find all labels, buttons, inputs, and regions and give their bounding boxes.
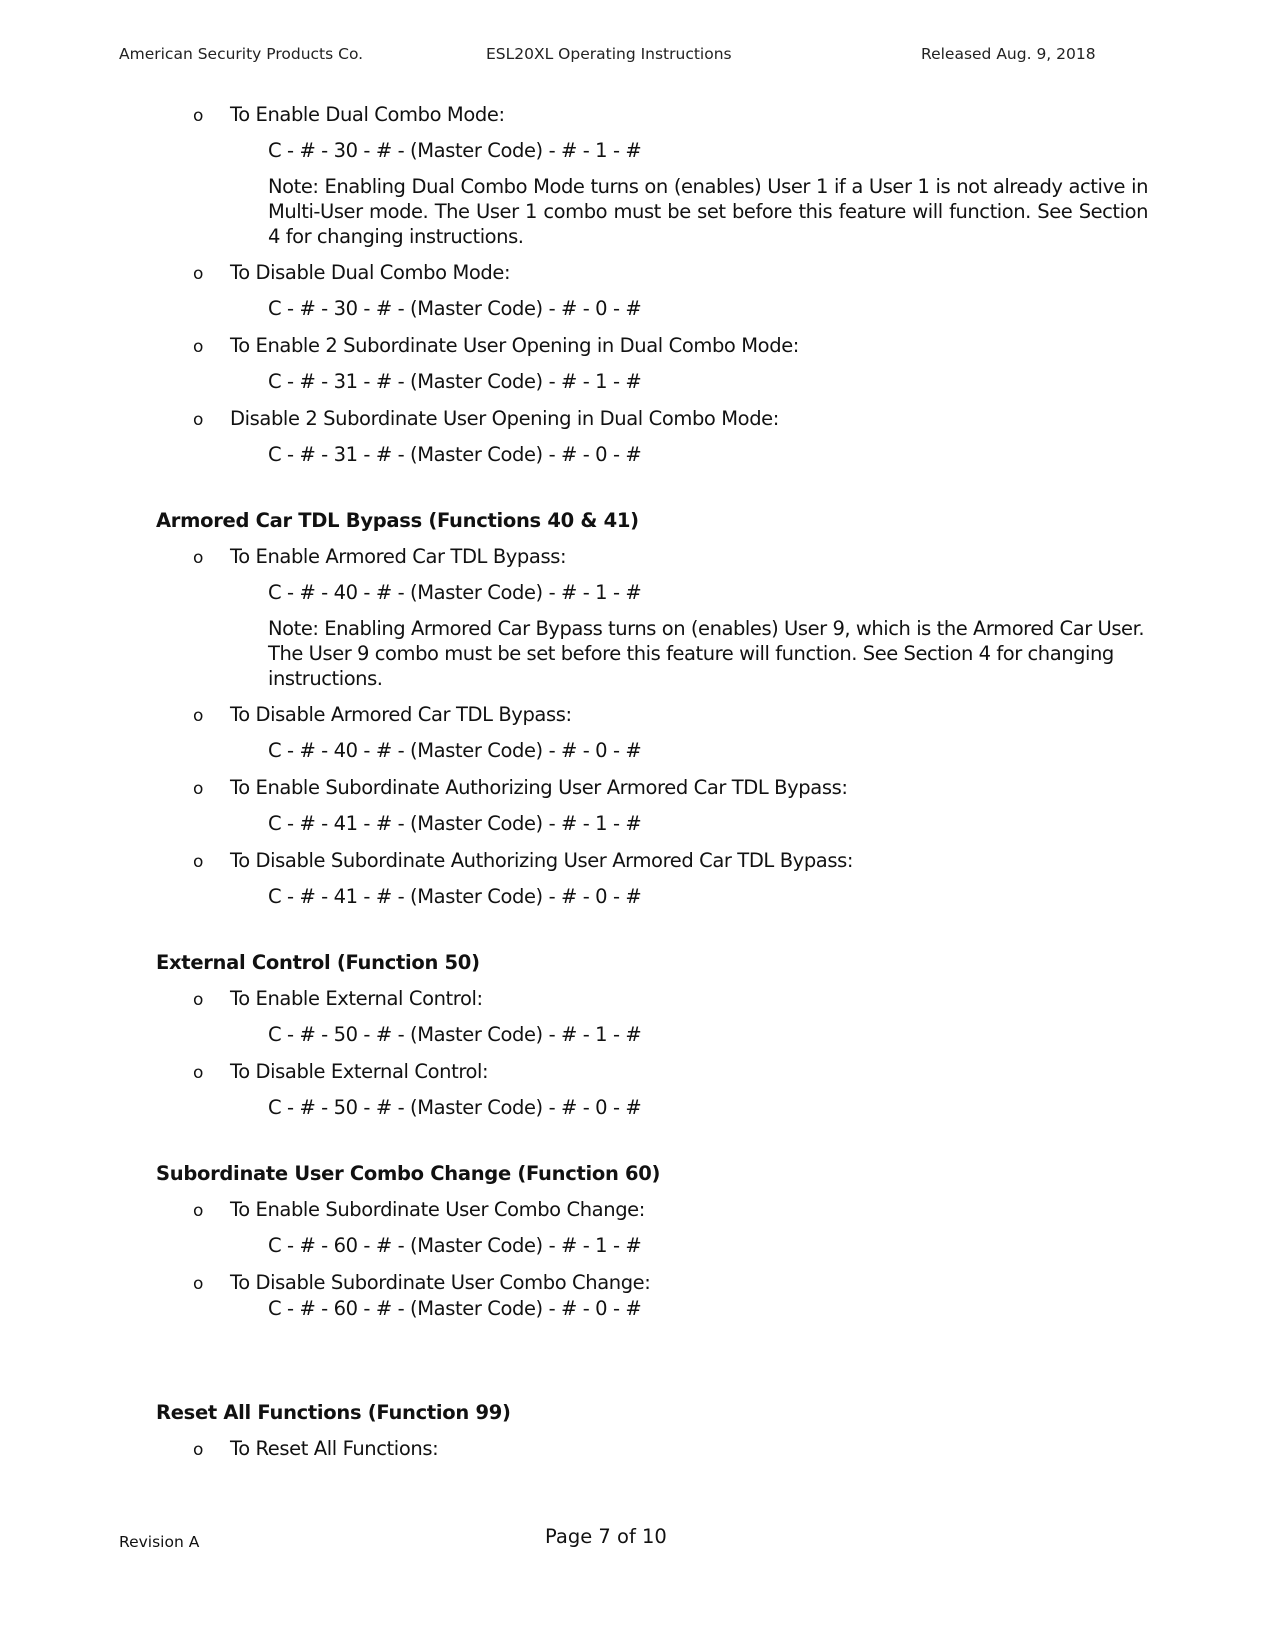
code-sequence: C - # - 60 - # - (Master Code) - # - 1 - # bbox=[268, 1234, 642, 1257]
bullet-icon: o bbox=[193, 852, 204, 872]
header-document-title: ESL20XL Operating Instructions bbox=[486, 45, 732, 63]
reset-section bbox=[0, 1400, 1275, 1462]
bullet-icon: o bbox=[193, 106, 204, 126]
bullet-icon: o bbox=[193, 990, 204, 1010]
bullet-icon: o bbox=[193, 264, 204, 284]
item-label: Disable 2 Subordinate User Opening in Dual Combo Mode: bbox=[230, 407, 779, 430]
bullet-icon: o bbox=[193, 779, 204, 799]
footer-revision: Revision A bbox=[119, 1533, 200, 1551]
section-heading: Armored Car TDL Bypass (Functions 40 & 41) bbox=[156, 509, 639, 532]
item-label: To Reset All Functions: bbox=[230, 1437, 439, 1460]
item-label: To Disable External Control: bbox=[230, 1060, 489, 1083]
list-item bbox=[0, 702, 1275, 764]
code-sequence: C - # - 40 - # - (Master Code) - # - 0 - # bbox=[268, 739, 642, 762]
list-item bbox=[0, 848, 1275, 910]
document-body bbox=[0, 102, 1275, 1473]
code-sequence: C - # - 30 - # - (Master Code) - # - 0 - # bbox=[268, 297, 642, 320]
list-item bbox=[0, 102, 1275, 249]
bullet-icon: o bbox=[193, 410, 204, 430]
external-control-section bbox=[0, 950, 1275, 1121]
item-label: To Enable 2 Subordinate User Opening in Dual Combo Mode: bbox=[230, 334, 799, 357]
list-item bbox=[0, 260, 1275, 322]
list-item bbox=[0, 333, 1275, 395]
code-sequence: C - # - 41 - # - (Master Code) - # - 0 - # bbox=[268, 885, 642, 908]
item-label: To Enable External Control: bbox=[230, 987, 483, 1010]
bullet-icon: o bbox=[193, 548, 204, 568]
page-header bbox=[0, 45, 1275, 65]
list-item bbox=[0, 1059, 1275, 1121]
list-item bbox=[0, 986, 1275, 1048]
combo-change-section bbox=[0, 1161, 1275, 1322]
item-label: To Enable Armored Car TDL Bypass: bbox=[230, 545, 567, 568]
section-heading: Subordinate User Combo Change (Function 60) bbox=[156, 1162, 661, 1185]
item-label: To Disable Subordinate Authorizing User Armored Car TDL Bypass: bbox=[230, 849, 854, 872]
bullet-icon: o bbox=[193, 706, 204, 726]
code-sequence: C - # - 31 - # - (Master Code) - # - 1 - # bbox=[268, 370, 642, 393]
item-label: To Enable Subordinate User Combo Change: bbox=[230, 1198, 645, 1221]
item-label: To Enable Subordinate Authorizing User Armored Car TDL Bypass: bbox=[230, 776, 848, 799]
list-item bbox=[0, 775, 1275, 837]
code-sequence: C - # - 41 - # - (Master Code) - # - 1 - # bbox=[268, 812, 642, 835]
item-label: To Enable Dual Combo Mode: bbox=[230, 103, 505, 126]
dual-combo-section bbox=[0, 102, 1275, 468]
header-company: American Security Products Co. bbox=[119, 45, 364, 63]
note-text: Note: Enabling Dual Combo Mode turns on (enables) User 1 if a User 1 is not already active in Multi-User mode. The User 1 combo must be set before this feature will function. See Section 4 for changing instructions. bbox=[268, 175, 1148, 248]
note-text: Note: Enabling Armored Car Bypass turns on (enables) User 9, which is the Armored Car User. The User 9 combo must be set before this feature will function. See Section 4 for changing instructions. bbox=[268, 617, 1145, 690]
code-sequence: C - # - 31 - # - (Master Code) - # - 0 - # bbox=[268, 443, 642, 466]
bullet-icon: o bbox=[193, 1063, 204, 1083]
code-sequence: C - # - 30 - # - (Master Code) - # - 1 - # bbox=[268, 139, 642, 162]
bullet-icon: o bbox=[193, 1440, 204, 1460]
item-label: To Disable Dual Combo Mode: bbox=[230, 261, 511, 284]
footer-page-number: Page 7 of 10 bbox=[545, 1525, 667, 1548]
bullet-icon: o bbox=[193, 337, 204, 357]
bullet-icon: o bbox=[193, 1201, 204, 1221]
armored-car-section bbox=[0, 508, 1275, 910]
page-footer bbox=[0, 1525, 1275, 1555]
list-item bbox=[0, 544, 1275, 691]
code-sequence: C - # - 40 - # - (Master Code) - # - 1 - # bbox=[268, 581, 642, 604]
section-heading: External Control (Function 50) bbox=[156, 951, 480, 974]
list-item bbox=[0, 1197, 1275, 1259]
item-label: To Disable Subordinate User Combo Change: bbox=[230, 1271, 651, 1294]
bullet-icon: o bbox=[193, 1274, 204, 1294]
header-release-date: Released Aug. 9, 2018 bbox=[921, 45, 1096, 63]
list-item bbox=[0, 406, 1275, 468]
section-heading: Reset All Functions (Function 99) bbox=[156, 1401, 511, 1424]
code-sequence: C - # - 60 - # - (Master Code) - # - 0 - # bbox=[268, 1297, 642, 1320]
item-label: To Disable Armored Car TDL Bypass: bbox=[230, 703, 572, 726]
code-sequence: C - # - 50 - # - (Master Code) - # - 1 - # bbox=[268, 1023, 642, 1046]
code-sequence: C - # - 50 - # - (Master Code) - # - 0 - # bbox=[268, 1096, 642, 1119]
list-item bbox=[0, 1436, 1275, 1462]
list-item bbox=[0, 1270, 1275, 1322]
